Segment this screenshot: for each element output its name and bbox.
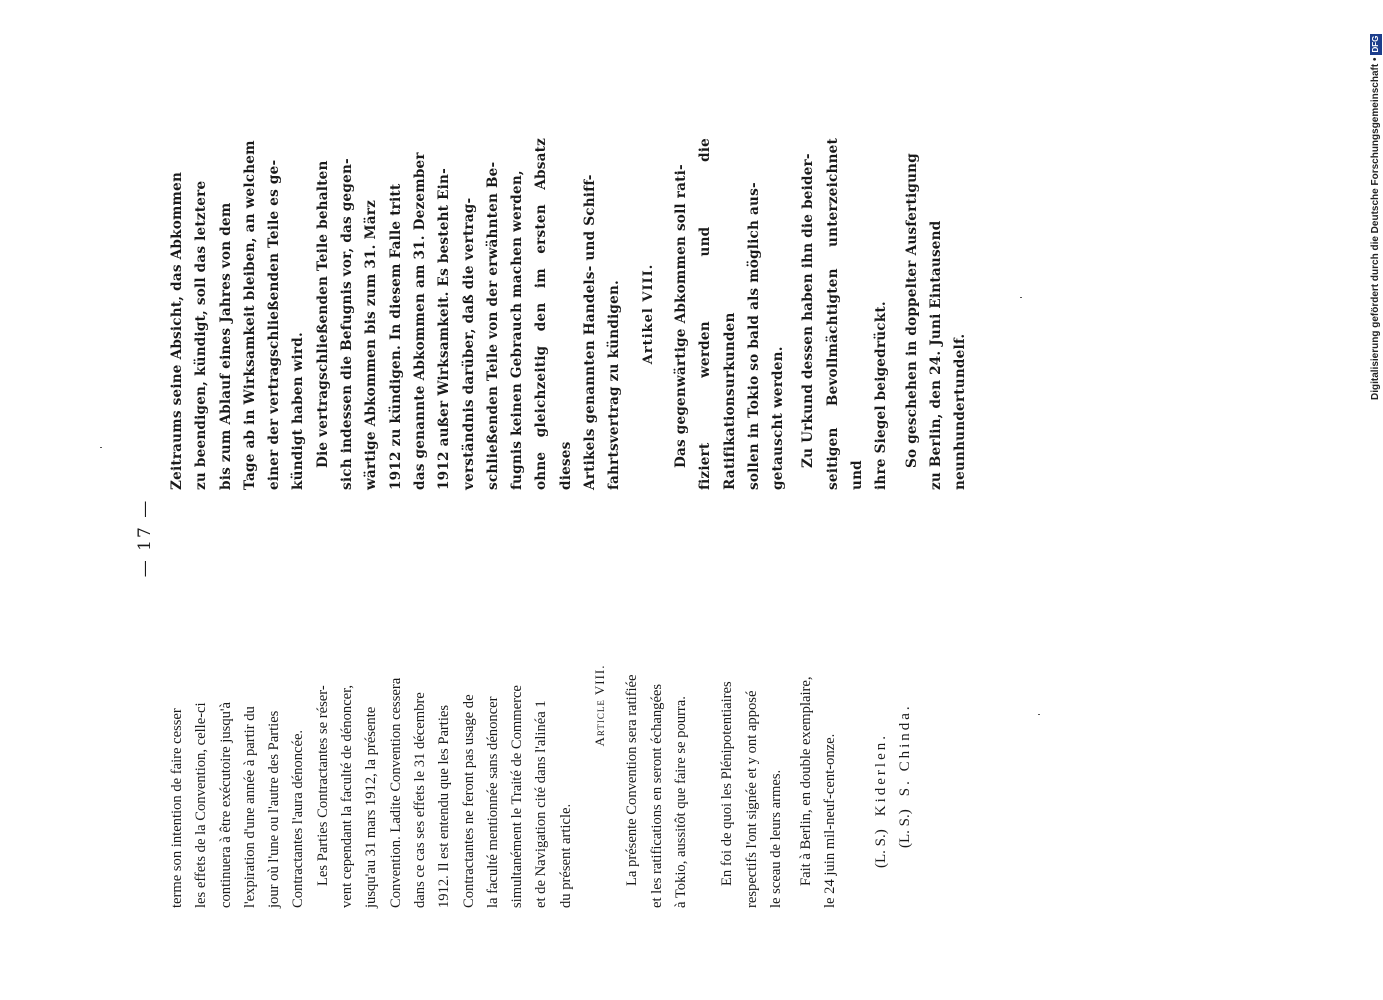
french-column — [165, 503, 917, 908]
text-line: Tage ab in Wirksamkeit bleiben, an welchem — [241, 140, 258, 490]
text-line: vent cependant la faculté de dénoncer, — [339, 684, 356, 908]
text-line: du présent article. — [557, 803, 574, 908]
signature-kiderlen — [869, 503, 893, 868]
text-line: fahrtsvertrag zu kündigen. — [606, 280, 623, 490]
french-paragraph-5 — [794, 503, 843, 908]
german-column — [165, 138, 973, 490]
text-line: ohne gleichzeitig den im ersten Absatz dieses — [533, 138, 574, 490]
german-paragraph-2 — [311, 138, 627, 490]
text-line: 1912 zu kündigen. In diesem Falle tritt — [387, 183, 404, 490]
german-paragraph-5 — [900, 138, 973, 490]
text-line: le sceau de leurs armes. — [767, 769, 784, 908]
text-line: Das gegenwärtige Abkommen soll rati- — [672, 164, 689, 468]
text-line: Die vertragschließenden Teile behalten — [314, 160, 331, 468]
text-line: zu beendigen, kündigt, soll das letztere — [193, 180, 210, 490]
german-paragraph-4 — [796, 138, 893, 490]
french-paragraph-2 — [311, 503, 578, 908]
text-line: Les Parties Contractantes se réser- — [314, 685, 331, 886]
text-line: dans ce cas ses effets le 31 décembre — [411, 692, 428, 908]
french-paragraph-1 — [165, 503, 311, 908]
signature-block — [869, 503, 917, 868]
seal-mark: (L. S.) — [896, 809, 913, 848]
text-line: Artikels genannten Handels- und Schiff- — [582, 174, 599, 490]
text-line: neunhundertundelf. — [952, 333, 969, 490]
text-line: 1912. Il est entendu que les Parties — [436, 704, 453, 908]
text-line: l'expiration d'une année à partir du — [241, 706, 258, 908]
text-line: terme son intention de faire cesser — [169, 708, 185, 908]
text-line: 1912 außer Wirksamkeit. Es besteht Ein- — [436, 168, 453, 490]
text-line: fiziert werden und die Ratifikationsurkunden — [697, 138, 738, 490]
text-line: einer der vertragschließenden Teile es ge- — [266, 159, 283, 490]
german-paragraph-3 — [669, 138, 790, 490]
page-number: — 17 — — [135, 498, 155, 578]
article-heading-de: Artikel VIII. — [640, 263, 656, 365]
scan-speck — [1020, 297, 1022, 298]
text-line: Contractantes ne feront pas usage de — [460, 694, 477, 908]
text-line: simultanément le Traité de Commerce — [509, 685, 526, 908]
digitization-credit — [1370, 10, 1382, 400]
text-line: getauscht werden. — [770, 346, 787, 490]
text-line: En foi de quoi les Plénipotentiaires — [719, 681, 736, 886]
text-line: respectifs l'ont signée et y ont apposé — [743, 690, 760, 908]
text-line: continuera à être exécutoire jusqu'à — [217, 701, 234, 908]
french-paragraph-3 — [620, 503, 693, 908]
text-line: à Tokio, aussitôt que faire se pourra. — [672, 696, 689, 908]
text-line: le 24 juin mil-neuf-cent-onze. — [822, 733, 839, 908]
text-line: Fait à Berlin, en double exemplaire, — [798, 676, 815, 886]
text-line: les effets de la Convention, celle-ci — [193, 702, 210, 908]
text-line: Contractantes l'aura dénoncée. — [290, 729, 307, 908]
text-line: et les ratifications en seront échangées — [648, 683, 665, 908]
text-line: fugnis keinen Gebrauch machen werden, — [509, 170, 526, 490]
dfg-logo: DFG — [1371, 35, 1380, 53]
text-line: sich indessen die Befugnis vor, das gegen- — [339, 158, 356, 490]
german-paragraph-1 — [165, 138, 311, 490]
text-line: seitigen Bevollmächtigten unterzeichnet und — [824, 138, 866, 490]
french-paragraph-4 — [715, 503, 788, 908]
text-line: So geschehen in doppelter Ausfertigung — [903, 153, 920, 468]
text-line: Zeitraums seine Absicht, das Abkommen — [169, 171, 185, 490]
scan-speck — [100, 447, 102, 448]
signatory-name: S. Chinda. — [896, 703, 913, 797]
credit-text: Digitalisierung gefördert durch die Deutsche Forschungsgemeinschaft • — [1370, 57, 1381, 400]
text-line: bis zum Ablauf eines Jahres von dem — [217, 202, 234, 490]
text-line: kündigt haben wird. — [290, 332, 307, 490]
text-line: verständnis darüber, daß die vertrag- — [460, 197, 477, 490]
text-line: Convention. Ladite Convention cessera — [387, 677, 404, 908]
text-line: das genannte Abkommen am 31. Dezember — [411, 152, 428, 490]
text-line: La présente Convention sera ratifiée — [624, 674, 641, 886]
text-line: ihre Siegel beigedrückt. — [873, 301, 890, 490]
text-line: et de Navigation cité dans l'alinéa 1 — [533, 700, 550, 908]
text-line: zu Berlin, den 24. Juni Eintausend — [927, 220, 944, 490]
text-line: sollen in Tokio so bald als möglich aus- — [745, 182, 762, 490]
article-heading-fr: Article VIII. — [592, 664, 608, 747]
text-line: wärtige Abkommen bis zum 31. März — [363, 199, 380, 490]
document-page — [135, 138, 969, 908]
signatory-name: Kiderlen. — [872, 733, 889, 817]
seal-mark: (L. S.) — [872, 829, 889, 868]
signature-chinda — [893, 503, 917, 848]
text-line: schließenden Teile von der erwähnten Be- — [484, 161, 501, 490]
text-line: jour où l'une ou l'autre des Parties — [266, 710, 283, 908]
text-line: la faculté mentionnée sans dénoncer — [484, 696, 501, 908]
scan-speck — [1038, 714, 1040, 715]
text-line: jusqu'au 31 mars 1912, la présente — [363, 706, 380, 908]
text-line: Zu Urkund dessen haben ihn die beider- — [800, 153, 817, 468]
